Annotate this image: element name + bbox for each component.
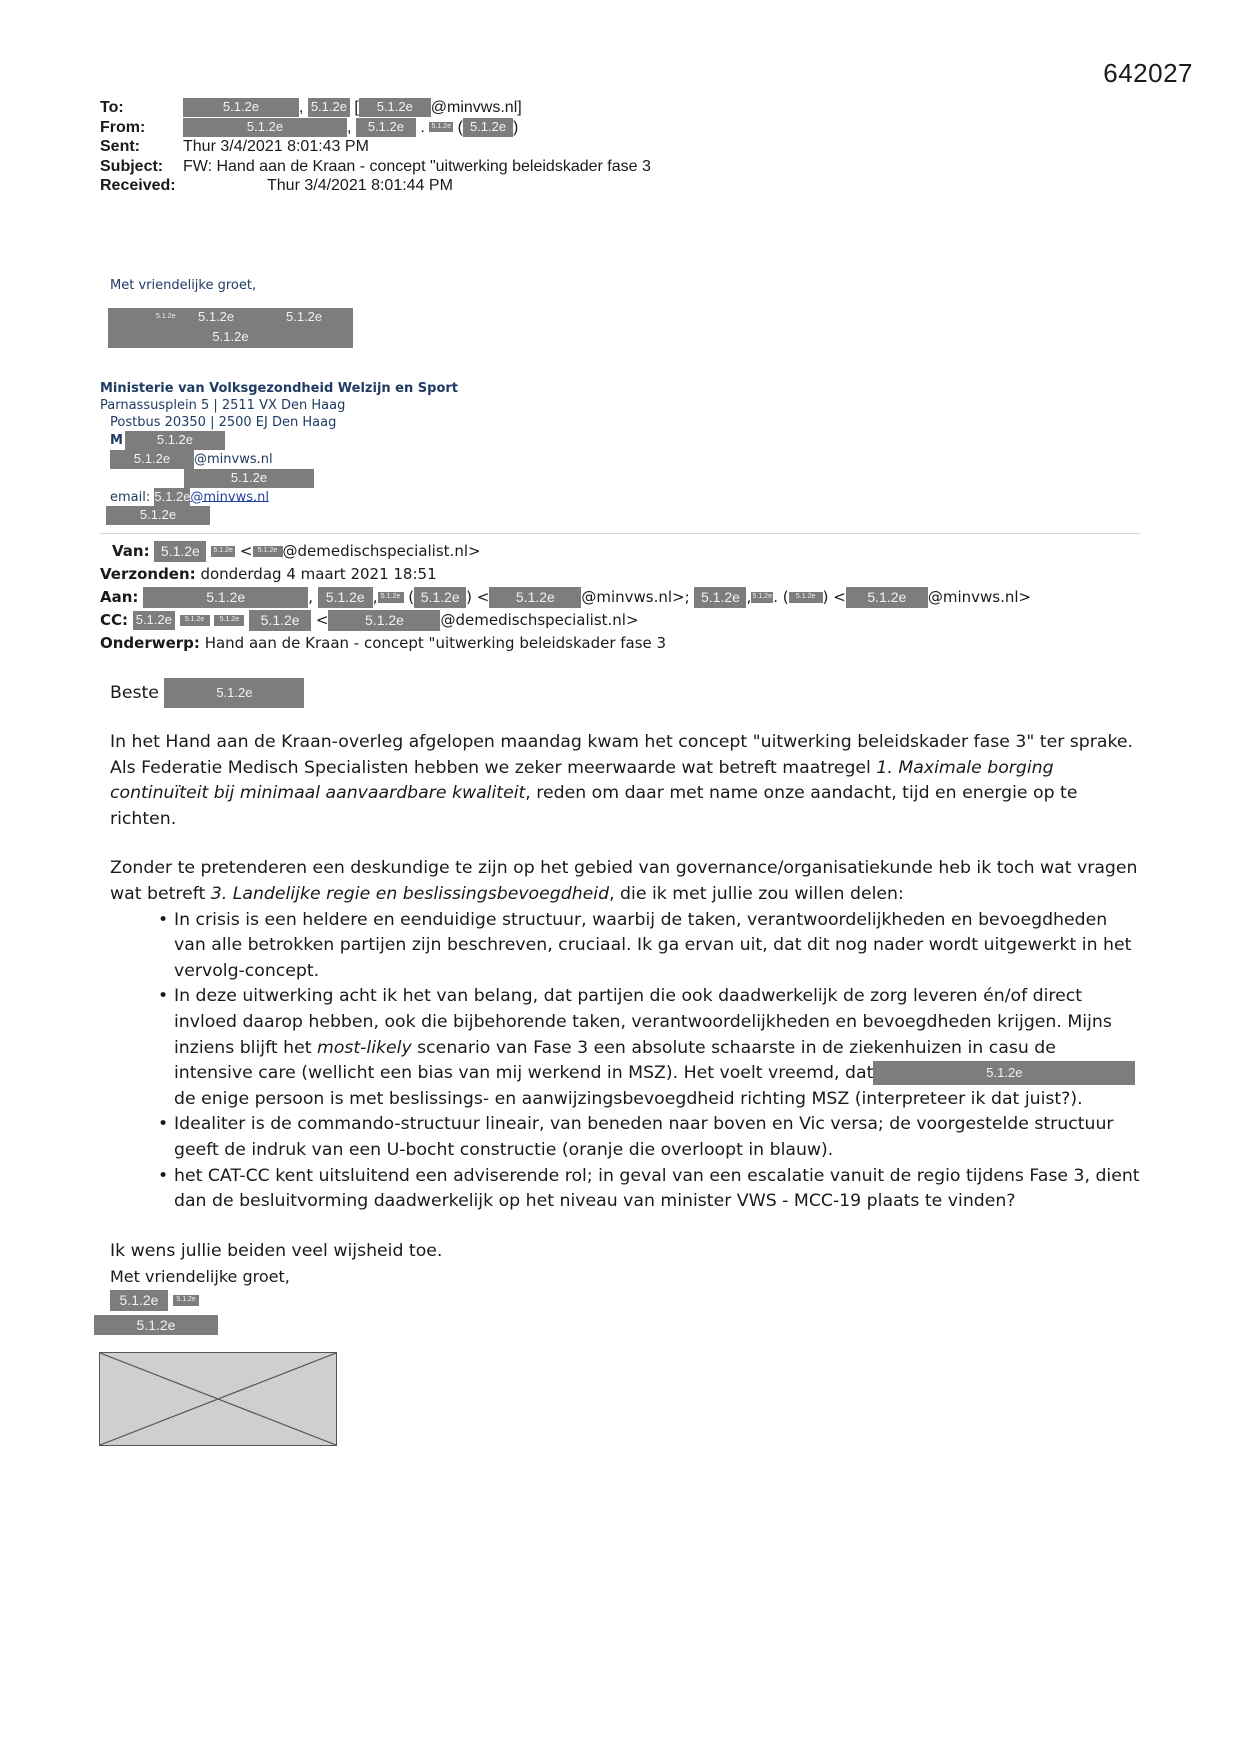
redaction-box: 5.1.2e — [463, 118, 513, 137]
redaction-box: 5.1.2e — [110, 1290, 168, 1310]
redaction-box: 5.1.2e — [180, 615, 210, 625]
paragraph-2: Zonder te pretenderen een deskundige te zijn op het gebied van governance/organisatiekunde heb ik toch wat vragen wat betreft 3. Landelijke regie en beslissingsbevoegdheid, die ik met jullie zou willen delen: — [110, 858, 1138, 904]
signature-redacted-block — [108, 308, 353, 348]
organisation-address-1: Parnassusplein 5 | 2511 VX Den Haag — [100, 398, 346, 413]
redaction-box: 5.1.2e — [253, 546, 283, 556]
redaction-box: 5.1.2e — [489, 587, 581, 607]
redaction-box: 5.1.2e — [286, 309, 323, 324]
verzonden-label: Verzonden: — [100, 565, 196, 583]
bullet-list — [110, 908, 1140, 1215]
redaction-box: 5.1.2e — [154, 488, 190, 507]
redaction-box: 5.1.2e — [359, 98, 431, 117]
paragraph-3: Ik wens jullie beiden veel wijsheid toe. — [110, 1240, 443, 1261]
subject-label: Subject: — [100, 157, 164, 175]
to-domain: @minvws.nl] — [430, 99, 522, 116]
image-placeholder-icon — [99, 1352, 337, 1446]
salutation: Beste 5.1.2e — [110, 678, 1140, 708]
aan-domain-1: @minvws.nl>; — [581, 588, 690, 606]
redaction-box: 5.1.2e — [751, 592, 773, 602]
email-body — [110, 678, 1140, 1288]
list-item: • het CAT-CC kent uitsluitend een adviserende rol; in geval van een escalatie vanuit de regio tijdens Fase 3, dient dan de besluitvorming daadwerkelijk op het niveau van minister VWS - MCC-19 plaats te vinden? — [158, 1164, 1140, 1215]
redaction-box: 5.1.2e — [318, 587, 373, 607]
email-label: email: — [110, 489, 151, 505]
cc-domain: @demedischspecialist.nl> — [440, 611, 639, 629]
mobile-label: M — [110, 432, 123, 448]
redaction-box: 5.1.2e — [156, 313, 176, 320]
redaction-box: 5.1.2e — [110, 450, 194, 469]
redaction-box: 5.1.2e — [212, 329, 249, 344]
redaction-box: 5.1.2e — [94, 1315, 218, 1335]
onderwerp-row — [100, 632, 1031, 655]
redaction-box: 5.1.2e — [133, 611, 175, 630]
document-id: 642027 — [1103, 58, 1193, 88]
organisation-block — [100, 380, 458, 525]
to-label: To: — [100, 99, 124, 116]
cc-label: CC: — [100, 611, 129, 629]
email-link[interactable]: @minvws.nl — [190, 489, 269, 505]
van-row: Van: 5.1.2e 5.1.2e < 5.1.2e @demedischspecialist.nl> — [112, 542, 481, 560]
redaction-box: 5.1.2e — [694, 587, 746, 607]
redaction-box: 5.1.2e — [249, 610, 311, 630]
redaction-box: 5.1.2e — [429, 122, 453, 132]
van-domain: @demedischspecialist.nl> — [282, 542, 481, 560]
cc-row: CC: 5.1.2e 5.1.2e 5.1.2e 5.1.2e < 5.1.2e @demedischspecialist.nl> — [100, 611, 639, 629]
sent-label: Sent: — [100, 138, 140, 155]
broken-image-icon — [100, 1353, 336, 1445]
onderwerp-value: Hand aan de Kraan - concept "uitwerking beleidskader fase 3 — [204, 634, 667, 652]
list-item: • In deze uitwerking acht ik het van belang, dat partijen die ook daadwerkelijk de zorg leveren én/of direct invloed daarop hebben, ook die bijbehorende taken, verantwoordelijkheden en bevoegdheden krijgen. Mijns inziens blijft het most-likely scenario van Fase 3 een absolute schaarste in de ziekenhuizen in casu de intensive care (wellicht een bias van mij werkend in MSZ). Het voelt vreemd, dat 5.1.2ede enige persoon is met beslissings- en aanwijzingsbevoegdheid richting MSZ (interpreteer ik dat juist?). — [158, 984, 1140, 1112]
redaction-box: 5.1.2e — [125, 431, 225, 450]
redaction-box: 5.1.2e — [214, 615, 244, 625]
van-label: Van: — [112, 542, 150, 560]
redaction-box: 5.1.2e — [154, 541, 206, 561]
received-label: Received: — [100, 177, 176, 194]
redaction-box: 5.1.2e — [173, 1295, 199, 1305]
aan-label: Aan: — [100, 588, 139, 606]
redaction-box: 5.1.2e — [164, 678, 304, 708]
verzonden-row — [100, 563, 1031, 586]
redaction-box: 5.1.2e — [846, 587, 928, 607]
redaction-box: 5.1.2e — [328, 610, 440, 630]
redaction-box: 5.1.2e — [378, 592, 404, 602]
paragraph-1: In het Hand aan de Kraan-overleg afgelopen maandag kwam het concept "uitwerking beleidskader fase 3" ter sprake. Als Federatie Medisch Specialisten hebben we zeker meerwaarde wat betreft maatregel 1. Maximale borging continuïteit bij minimaal aanvaardbare kwaliteit, reden om daar met name onze aandacht, tijd en energie op te richten. — [110, 732, 1133, 829]
organisation-name: Ministerie van Volksgezondheid Welzijn en Sport — [100, 381, 459, 396]
list-item: • Idealiter is de commando-structuur lineair, van beneden naar boven en Vic versa; de voorgestelde structuur geeft de indruk van een U-bocht constructie (oranje die overloopt in blauw). — [158, 1112, 1140, 1163]
aan-row: Aan: 5.1.2e , 5.1.2e , 5.1.2e ( 5.1.2e ) < 5.1.2e @minvws.nl>; 5.1.2e ,5.1.2e. ( 5.1.2e ) < 5.1.2e @minvws.nl> — [100, 588, 1032, 606]
redaction-box: 5.1.2e — [106, 506, 210, 525]
from-label: From: — [100, 118, 146, 136]
closing-greeting: Met vriendelijke groet, — [110, 1267, 290, 1286]
redaction-box: 5.1.2e — [356, 118, 416, 137]
onderwerp-label: Onderwerp: — [100, 634, 200, 652]
signature-greeting: Met vriendelijke groet, — [110, 278, 257, 293]
subject-value: FW: Hand aan de Kraan - concept "uitwerking beleidskader fase 3 — [183, 157, 651, 175]
redaction-box: 5.1.2e — [183, 118, 347, 137]
closing-block — [110, 1267, 290, 1335]
received-value: Thur 3/4/2021 8:01:44 PM — [267, 177, 453, 194]
redaction-box: 5.1.2e — [789, 592, 823, 602]
organisation-address-2: Postbus 20350 | 2500 EJ Den Haag — [110, 415, 337, 430]
divider — [100, 533, 1140, 534]
redaction-box: 5.1.2e — [308, 98, 350, 117]
redaction-box: 5.1.2e — [414, 587, 466, 607]
forwarded-header — [100, 540, 1031, 655]
list-item: • In crisis is een heldere en eenduidige structuur, waarbij de taken, verantwoordelijkheden en bevoegdheden van alle betrokken partijen zijn beschreven, cruciaal. Ik ga ervan uit, dat dit nog nader wordt uitgewerkt in het vervolg-concept. — [158, 908, 1140, 985]
sent-value: Thur 3/4/2021 8:01:43 PM — [183, 138, 369, 155]
email-domain: @minvws.nl — [194, 451, 273, 467]
aan-domain-2: @minvws.nl> — [927, 588, 1032, 606]
redaction-box: 5.1.2e — [873, 1061, 1135, 1085]
redaction-box: 5.1.2e — [211, 546, 235, 556]
redaction-box: 5.1.2e — [184, 469, 314, 488]
verzonden-value: donderdag 4 maart 2021 18:51 — [200, 565, 437, 583]
redaction-box: 5.1.2e — [198, 309, 235, 324]
redaction-box: 5.1.2e — [183, 98, 299, 117]
redaction-box: 5.1.2e — [143, 587, 308, 607]
